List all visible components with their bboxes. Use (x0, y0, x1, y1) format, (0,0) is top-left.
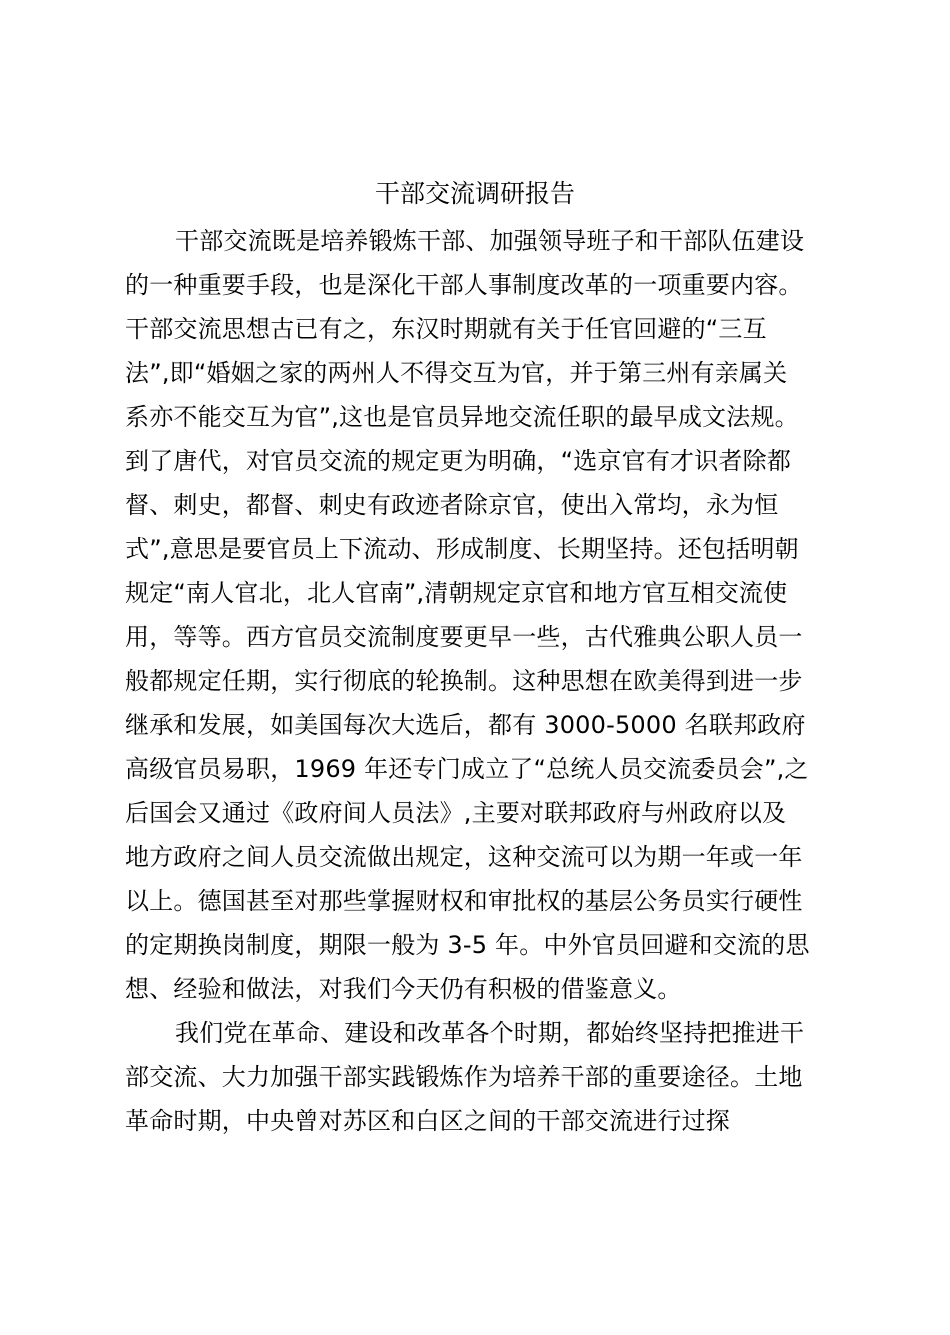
text-line: 的一种重要手段，也是深化干部人事制度改革的一项重要内容。 (125, 271, 803, 299)
text-line: 部交流、大力加强干部实践锻炼作为培养干部的重要途径。土地 (125, 1063, 803, 1091)
text-line: 法”,即“婚姻之家的两州人不得交互为官，并于第三州有亲属关 (125, 359, 788, 387)
text-line: 督、刺史，都督、刺史有政迹者除京官，使出入常均，永为恒 (125, 491, 779, 519)
text-line: 想、经验和做法，对我们今天仍有积极的借鉴意义。 (125, 975, 682, 1003)
text-line: 以上。德国甚至对那些掌握财权和审批权的基层公务员实行硬性 (125, 887, 803, 915)
text-line: 般都规定任期，实行彻底的轮换制。这种思想在欧美得到进一步 (125, 667, 803, 695)
text-line: 地方政府之间人员交流做出规定，这种交流可以为期一年或一年 (125, 843, 803, 871)
text-line: 我们党在革命、建设和改革各个时期，都始终坚持把推进干 (175, 1019, 805, 1047)
text-line: 后国会又通过《政府间人员法》,主要对联邦政府与州政府以及 (125, 799, 787, 827)
text-line: 革命时期，中央曾对苏区和白区之间的干部交流进行过探 (125, 1107, 730, 1135)
text-line: 干部交流思想古已有之，东汉时期就有关于任官回避的“三互 (125, 315, 767, 343)
text-line: 用，等等。西方官员交流制度要更早一些，古代雅典公职人员一 (125, 623, 803, 651)
text-line: 干部交流既是培养锻炼干部、加强领导班子和干部队伍建设 (175, 227, 805, 255)
text-line: 到了唐代，对官员交流的规定更为明确，“选京官有才识者除都 (125, 447, 792, 475)
text-line: 的定期换岗制度，期限一般为 3-5 年。中外官员回避和交流的思 (125, 931, 810, 959)
text-line: 高级官员易职，1969 年还专门成立了“总统人员交流委员会”,之 (125, 755, 809, 783)
paragraph-1 (125, 219, 830, 1011)
text-line: 系亦不能交互为官”,这也是官员异地交流任职的最早成文法规。 (125, 403, 799, 431)
document-body (125, 219, 830, 1143)
paragraph-2 (125, 1011, 830, 1143)
text-line: 规定“南人官北，北人官南”,清朝规定京官和地方官互相交流使 (125, 579, 788, 607)
text-line: 式”,意思是要官员上下流动、形成制度、长期坚持。还包括明朝 (125, 535, 799, 563)
document-title: 干部交流调研报告 (374, 179, 575, 208)
text-line: 继承和发展，如美国每次大选后，都有 3000-5000 名联邦政府 (125, 711, 806, 739)
